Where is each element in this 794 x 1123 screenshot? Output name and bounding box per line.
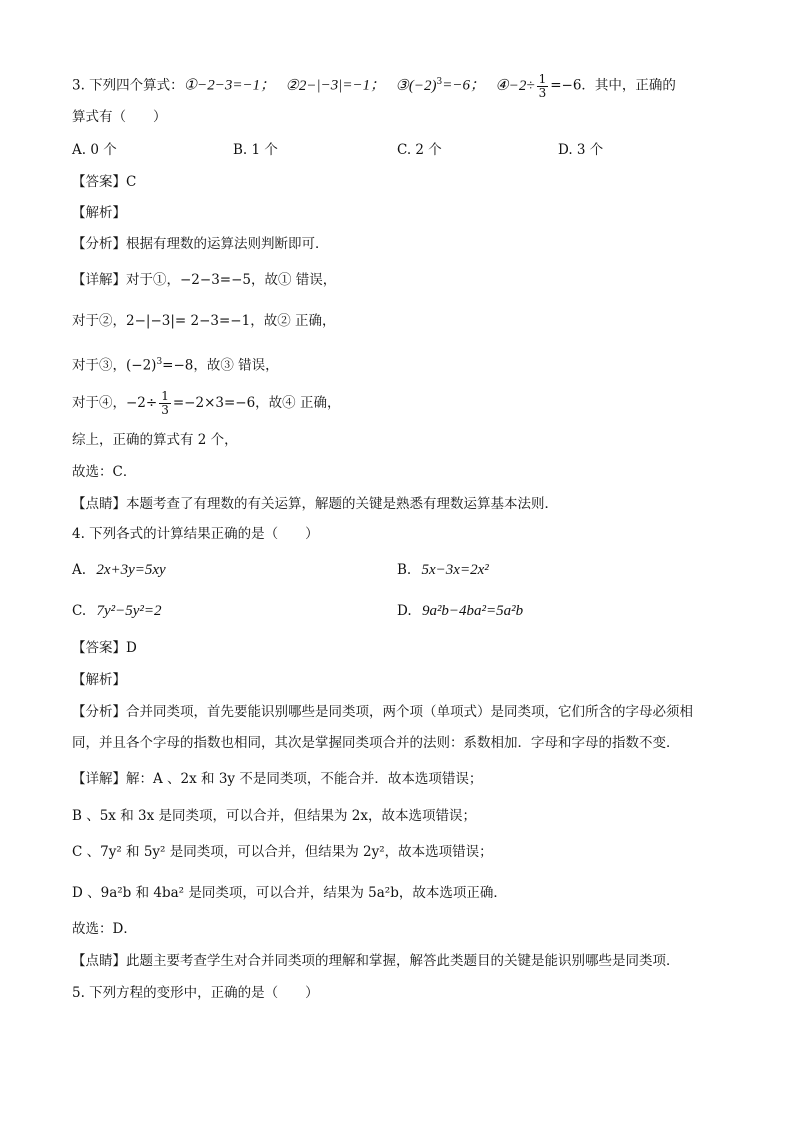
q4-detail-a: 【详解】解：A 、2x 和 3y 不是同类项，不能合并．故本选项错误； <box>72 771 483 787</box>
q3-stem-line1 <box>72 72 676 100</box>
q3-expr4-num: 1 <box>538 71 547 86</box>
q4-stem: 4. 下列各式的计算结果正确的是（ ） <box>72 526 319 542</box>
q3-stem-prefix: 3. 下列四个算式： <box>72 77 184 94</box>
q3-expr2-a: ②2− <box>285 77 317 94</box>
q4-detail-b: B 、5x 和 3x 是同类项，可以合并，但结果为 2x，故本选项错误； <box>72 808 476 824</box>
q3-option-c: C. 2 个 <box>397 142 442 158</box>
q4-option-d-expr: 9a²b−4ba²=5a²b <box>421 603 524 619</box>
q3-detail4-frac <box>159 390 171 417</box>
q3-expr4-den: 3 <box>538 85 547 100</box>
q4-option-a-label: A. <box>72 562 87 578</box>
q3-expr4-frac <box>537 73 549 100</box>
q3-expr3-a: ③(−2) <box>395 77 437 94</box>
q3-detail3-b: =−8，故③ 错误， <box>162 357 279 374</box>
q3-expr3-exp: 3 <box>436 77 443 87</box>
q3-option-b: B. 1 个 <box>233 142 278 158</box>
q4-analysis-head: 【解析】 <box>72 672 126 688</box>
q4-option-a-expr: 2x+3y=5xy <box>96 562 166 578</box>
q3-expr4-b: =−6．其中，正确的 <box>550 77 676 94</box>
q3-comment: 【点睛】本题考查了有理数的有关运算，解题的关键是熟悉有理数运算基本法则． <box>72 496 558 512</box>
q4-option-d <box>397 601 523 621</box>
q3-analysis-head: 【解析】 <box>72 205 126 221</box>
q3-detail4-num: 1 <box>161 389 169 403</box>
q4-comment: 【点睛】此题主要考查学生对合并同类项的理解和掌握，解答此类题目的关键是能识别哪些是同类项． <box>72 953 680 969</box>
q3-detail4-b: =−2×3=−6，故④ 正确， <box>172 395 341 411</box>
q3-stem-line2: 算式有（ ） <box>72 109 167 125</box>
q3-answer: 【答案】C <box>72 174 137 190</box>
q3-detail-3 <box>72 352 279 376</box>
q3-detail3-a: 对于③，(−2) <box>72 357 157 374</box>
q3-expr1: ①−2−3=−1； <box>183 77 276 94</box>
q4-option-b-expr: 5x−3x=2x² <box>421 562 489 578</box>
q4-option-b-label: B. <box>397 562 412 578</box>
q4-analysis-line2: 同，并且各个字母的指数也相同，其次是掌握同类项合并的法则：系数相加．字母和字母的指数不变． <box>72 735 680 751</box>
q4-option-c-label: C. <box>72 603 87 619</box>
q4-option-b <box>397 560 489 580</box>
q4-choose: 故选：D． <box>72 921 137 937</box>
q3-option-d: D. 3 个 <box>558 142 604 158</box>
q3-detail-2: 对于②，2−|−3|= 2−3=−1，故② 正确， <box>72 313 336 329</box>
q3-detail4-a: 对于④，−2÷ <box>72 395 158 411</box>
q4-analysis-line1: 【分析】合并同类项，首先要能识别哪些是同类项，两个项（单项式）是同类项，它们所含的字母必须相 <box>72 704 693 720</box>
q3-detail-1: 【详解】对于①，−2−3=−5，故① 错误， <box>72 272 337 288</box>
q3-analysis: 【分析】根据有理数的运算法则判断即可． <box>72 236 329 252</box>
q3-choose: 故选：C． <box>72 464 137 480</box>
q3-expr2-b: |−3| <box>316 77 343 94</box>
q4-option-c <box>72 601 162 621</box>
q3-summary: 综上，正确的算式有 2 个， <box>72 432 238 448</box>
q4-option-d-label: D. <box>397 603 412 619</box>
q3-expr2-c: =−1； <box>342 77 386 94</box>
q4-option-c-expr: 7y²−5y²=2 <box>96 603 162 619</box>
q3-detail-4 <box>72 390 340 417</box>
q3-expr4-a: ④−2÷ <box>495 77 535 94</box>
q4-detail-c: C 、7y² 和 5y² 是同类项，可以合并，但结果为 2y²，故本选项错误； <box>72 844 493 860</box>
q4-option-a <box>72 560 166 580</box>
q4-detail-d: D 、9a²b 和 4ba² 是同类项，可以合并，结果为 5a²b，故本选项正确． <box>72 885 507 901</box>
q4-answer: 【答案】D <box>72 640 137 656</box>
q3-detail4-den: 3 <box>161 403 169 417</box>
q3-expr3-b: =−6； <box>442 77 485 94</box>
q3-option-a: A. 0 个 <box>72 142 117 158</box>
q5-stem: 5. 下列方程的变形中，正确的是（ ） <box>72 985 319 1001</box>
q3-detail3-exp: 3 <box>156 357 163 367</box>
